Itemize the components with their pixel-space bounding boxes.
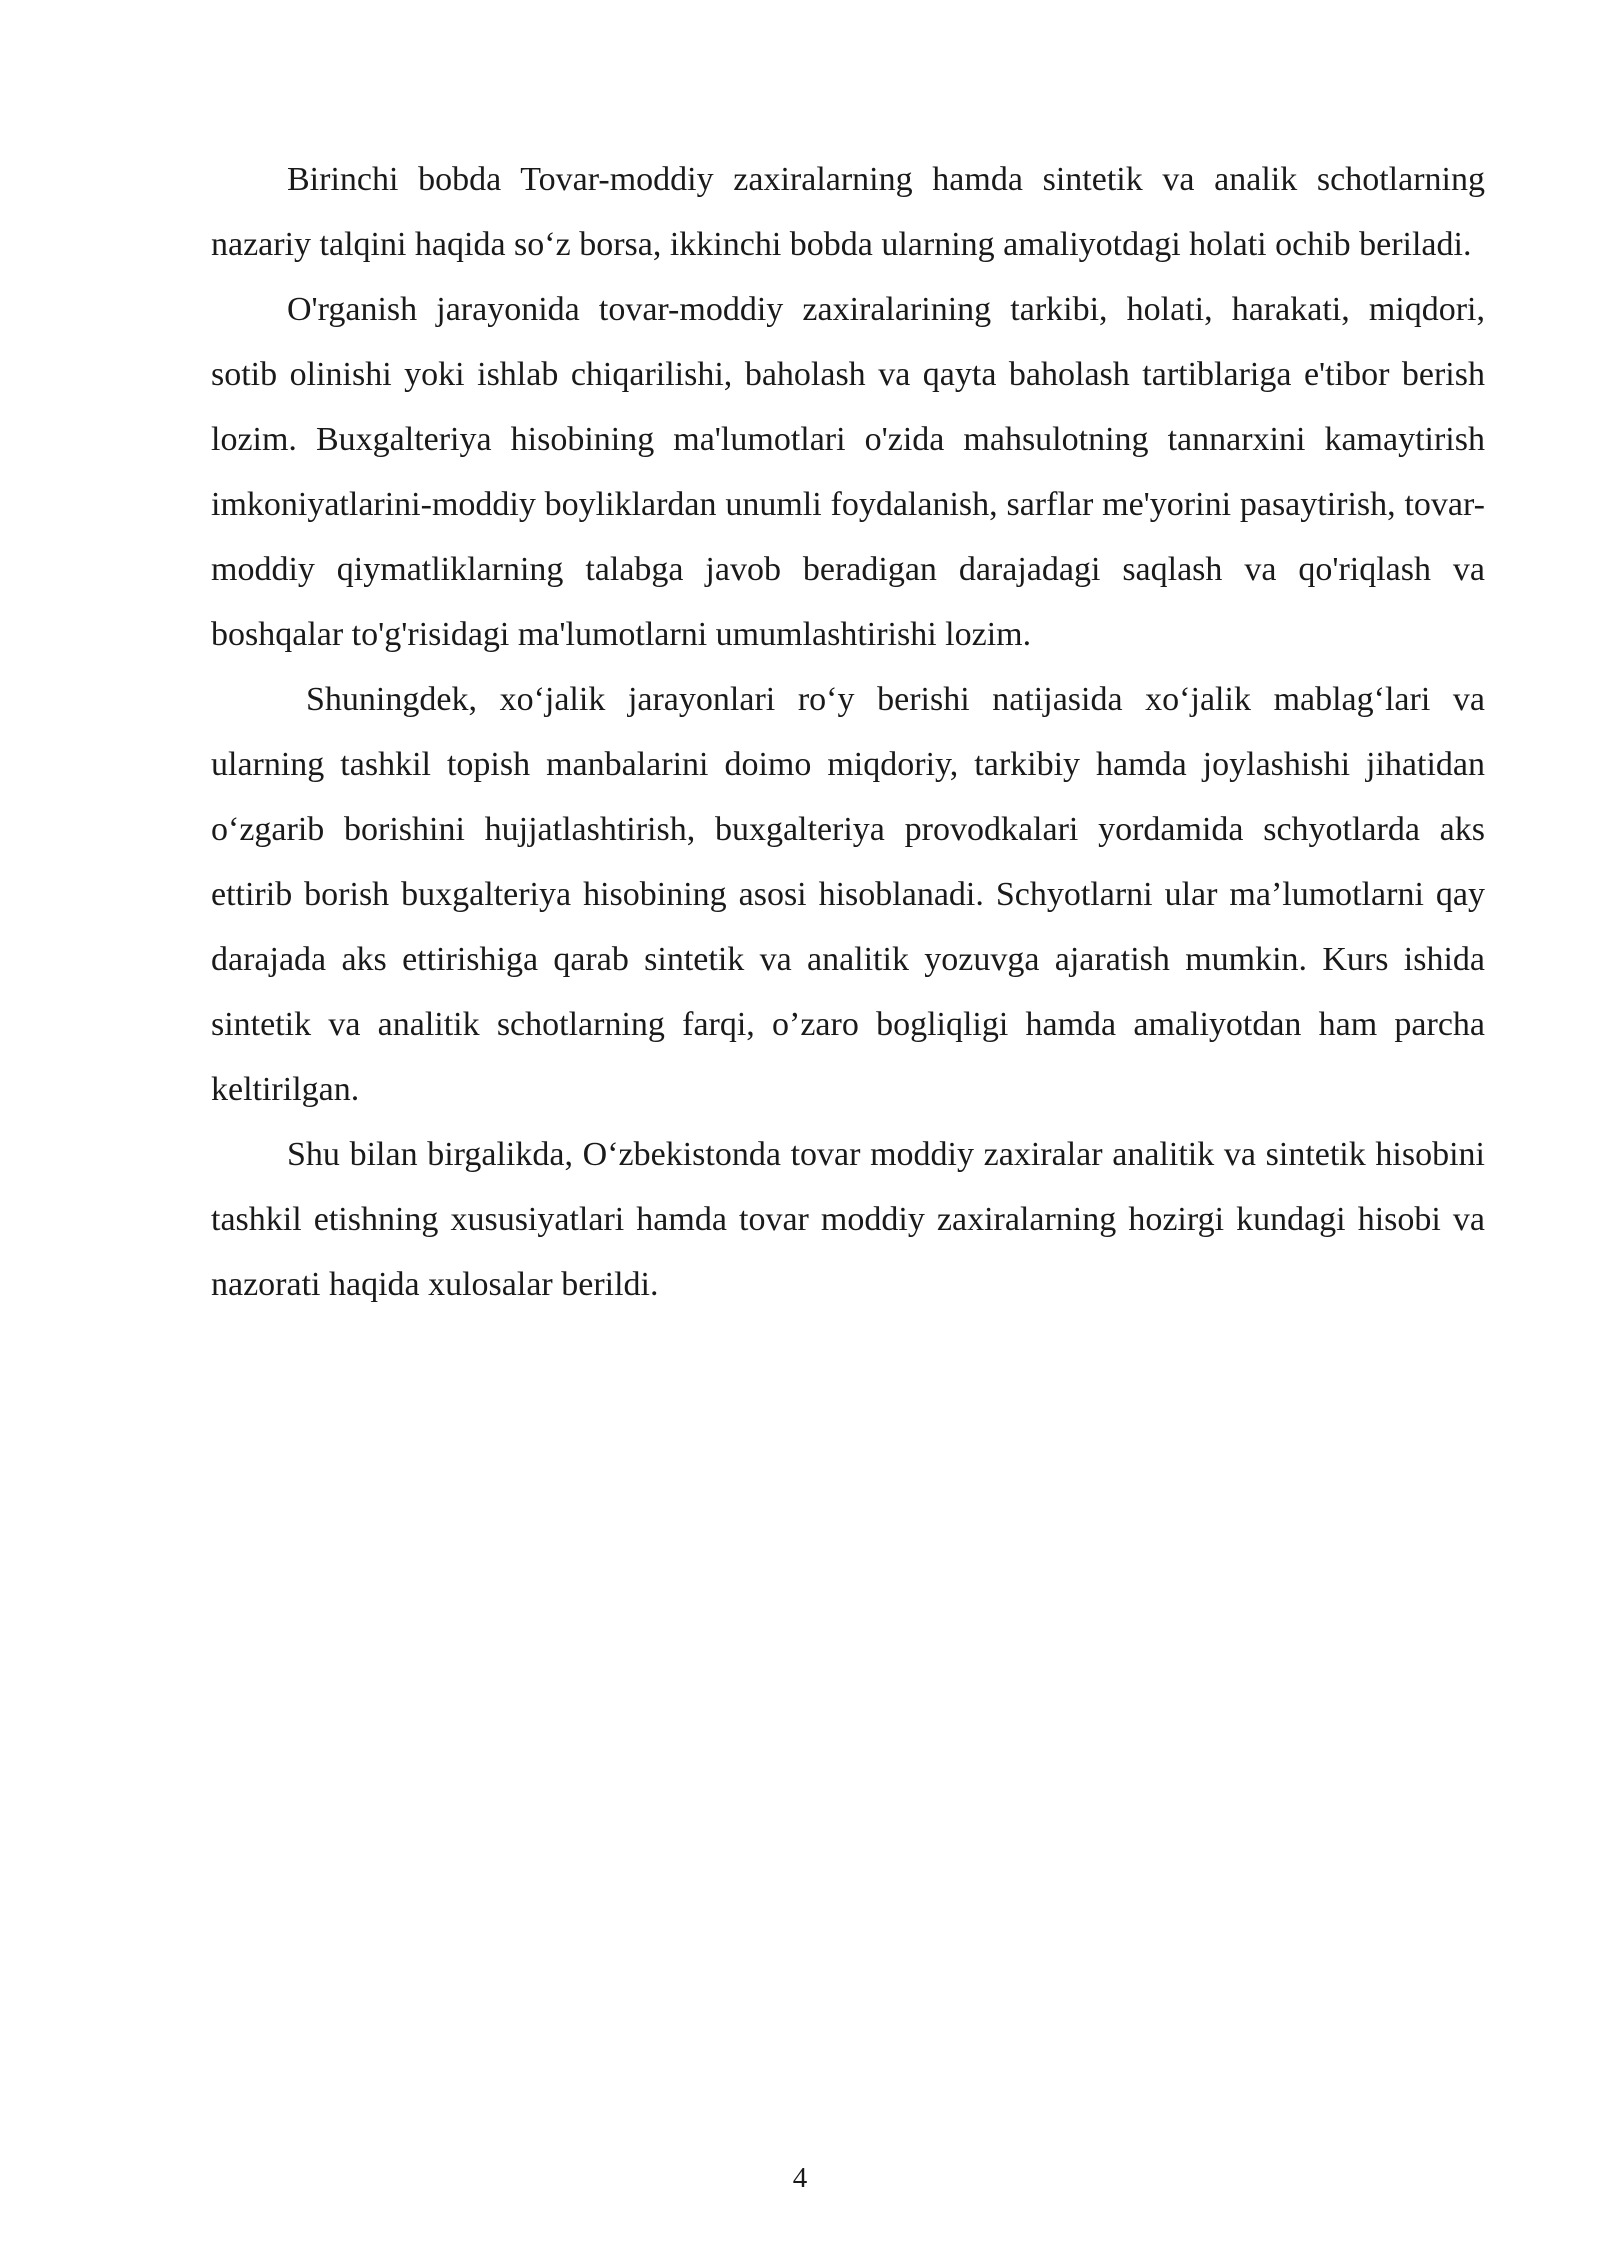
paragraph-2: O'rganish jarayonida tovar-moddiy zaxiralarining tarkibi, holati, harakati, miqdori, sotib olinishi yoki ishlab chiqarilishi, baholash va qayta baholash tartiblariga e'tibor berish lozim. Buxgalteriya hisobining ma'lumotlari o'zida mahsulotning tannarxini kamaytirish imkoniyatlarini-moddiy boyliklardan unumli foydalanish, sarflar me'yorini pasaytirish, tovar-moddiy qiymatliklarning talabga javob beradigan darajadagi saqlash va qo'riqlash va boshqalar to'g'risidagi ma'lumotlarni umumlashtirishi lozim. [211,291,1485,653]
paragraph-1: Birinchi bobda Tovar-moddiy zaxiralarning hamda sintetik va analik schotlarning nazariy talqini haqida so‘z borsa, ikkinchi bobda ularning amaliyotdagi holati ochib beriladi. [211,161,1485,263]
body-text [211,147,1485,1317]
page-number: 4 [792,2162,808,2194]
paragraph-3: Shuningdek, xo‘jalik jarayonlari ro‘y berishi natijasida xo‘jalik mablag‘lari va ularning tashkil topish manbalarini doimo miqdoriy, tarkibiy hamda joylashishi jihatidan o‘zgarib borishini hujjatlashtirish, buxgalteriya provodkalari yordamida schyotlarda aks ettirib borish buxgalteriya hisobining asosi hisoblanadi. Schyotlarni ular ma’lumotlarni qay darajada aks ettirishiga qarab sintetik va analitik yozuvga ajaratish mumkin. Kurs ishida sintetik va analitik schotlarning farqi, o’zaro bogliqligi hamda amaliyotdan ham parcha keltirilgan. [211,681,1485,1108]
paragraph-4: Shu bilan birgalikda, O‘zbekistonda tovar moddiy zaxiralar analitik va sintetik hisobini tashkil etishning xususiyatlari hamda tovar moddiy zaxiralarning hozirgi kundagi hisobi va nazorati haqida xulosalar berildi. [211,1136,1485,1303]
